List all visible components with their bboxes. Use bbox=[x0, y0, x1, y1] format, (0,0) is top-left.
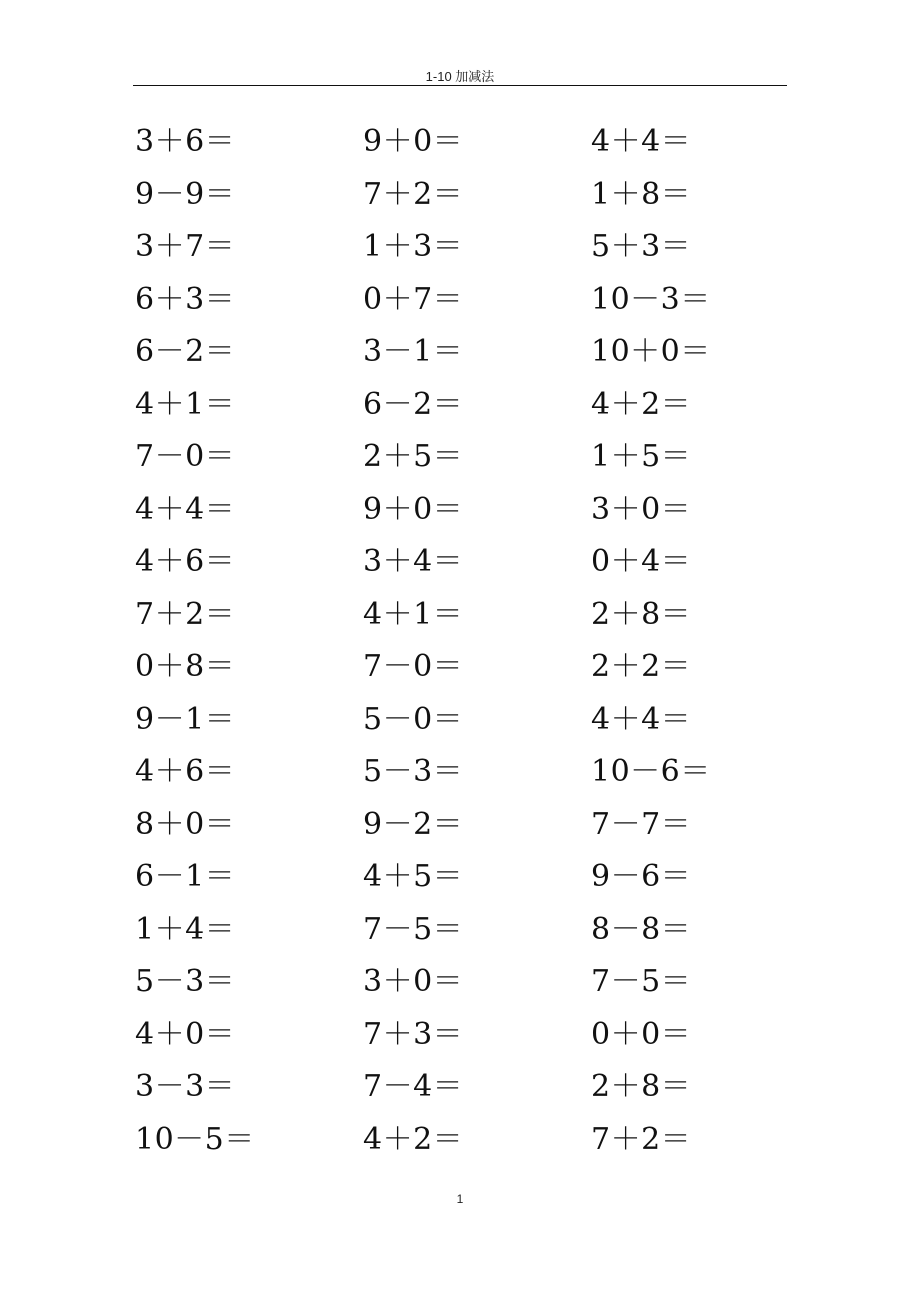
math-problem: 7－4＝ bbox=[363, 1069, 464, 1104]
math-problem: 7＋2＝ bbox=[135, 596, 236, 632]
math-problem: 2＋2＝ bbox=[591, 649, 692, 684]
math-problem: 0＋8＝ bbox=[135, 649, 236, 684]
math-problem: 5－0＝ bbox=[363, 701, 464, 737]
math-problem: 9－9＝ bbox=[135, 176, 236, 212]
math-problem: 7－0＝ bbox=[135, 439, 236, 474]
math-problem: 5－3＝ bbox=[363, 754, 464, 789]
math-problem: 3＋7＝ bbox=[135, 229, 236, 264]
math-problem: 0＋4＝ bbox=[591, 544, 692, 579]
math-problem: 9－6＝ bbox=[591, 859, 692, 894]
math-problem: 3＋0＝ bbox=[591, 491, 692, 527]
math-problem: 3－1＝ bbox=[363, 334, 464, 369]
math-problem: 4＋4＝ bbox=[591, 124, 692, 159]
math-problem: 7＋3＝ bbox=[363, 1016, 464, 1052]
math-problem: 4＋2＝ bbox=[591, 386, 692, 422]
math-problem: 7－0＝ bbox=[363, 649, 464, 684]
math-problem: 2＋5＝ bbox=[363, 439, 464, 474]
math-problem: 2＋8＝ bbox=[591, 596, 692, 632]
math-problem: 7＋2＝ bbox=[591, 1121, 692, 1157]
math-problem: 6－1＝ bbox=[135, 859, 236, 894]
math-problem: 3＋0＝ bbox=[363, 964, 464, 999]
page-header-title: 1-10 加减法 bbox=[425, 69, 495, 84]
math-problem: 9－1＝ bbox=[135, 701, 236, 737]
math-problem: 4＋5＝ bbox=[363, 859, 464, 894]
math-problem: 10－6＝ bbox=[591, 754, 711, 789]
math-problem: 10－5＝ bbox=[135, 1121, 255, 1157]
math-problem: 9－2＝ bbox=[363, 806, 464, 842]
math-problem: 4＋2＝ bbox=[363, 1121, 464, 1157]
math-problem: 6－2＝ bbox=[363, 386, 464, 422]
math-problem: 2＋8＝ bbox=[591, 1069, 692, 1104]
math-problem: 6＋3＝ bbox=[135, 281, 236, 317]
math-problem: 1＋8＝ bbox=[591, 176, 692, 212]
math-problem: 8＋0＝ bbox=[135, 806, 236, 842]
math-problem: 4＋1＝ bbox=[363, 596, 464, 632]
math-problem: 9＋0＝ bbox=[363, 491, 464, 527]
problem-grid bbox=[135, 116, 795, 1166]
math-problem: 4＋6＝ bbox=[135, 544, 236, 579]
math-problem: 4＋1＝ bbox=[135, 386, 236, 422]
math-problem: 1＋4＝ bbox=[135, 911, 236, 947]
math-problem: 7－5＝ bbox=[591, 964, 692, 999]
math-problem: 3＋4＝ bbox=[363, 544, 464, 579]
math-problem: 1＋3＝ bbox=[363, 229, 464, 264]
math-problem: 5－3＝ bbox=[135, 964, 236, 999]
math-problem: 10－3＝ bbox=[591, 281, 711, 317]
math-problem: 0＋0＝ bbox=[591, 1016, 692, 1052]
math-problem: 1＋5＝ bbox=[591, 439, 692, 474]
math-problem: 7－7＝ bbox=[591, 806, 692, 842]
math-problem: 0＋7＝ bbox=[363, 281, 464, 317]
math-problem: 10＋0＝ bbox=[591, 334, 711, 369]
math-problem: 7－5＝ bbox=[363, 911, 464, 947]
math-problem: 4＋4＝ bbox=[135, 491, 236, 527]
math-problem: 7＋2＝ bbox=[363, 176, 464, 212]
math-problem: 6－2＝ bbox=[135, 334, 236, 369]
math-problem: 4＋0＝ bbox=[135, 1016, 236, 1052]
math-problem: 4＋6＝ bbox=[135, 754, 236, 789]
header-rule bbox=[133, 85, 787, 86]
math-problem: 4＋4＝ bbox=[591, 701, 692, 737]
math-problem: 9＋0＝ bbox=[363, 124, 464, 159]
math-problem: 3－3＝ bbox=[135, 1069, 236, 1104]
math-problem: 5＋3＝ bbox=[591, 229, 692, 264]
math-problem: 3＋6＝ bbox=[135, 124, 236, 159]
math-problem: 8－8＝ bbox=[591, 911, 692, 947]
page-number: 1 bbox=[456, 1192, 464, 1206]
